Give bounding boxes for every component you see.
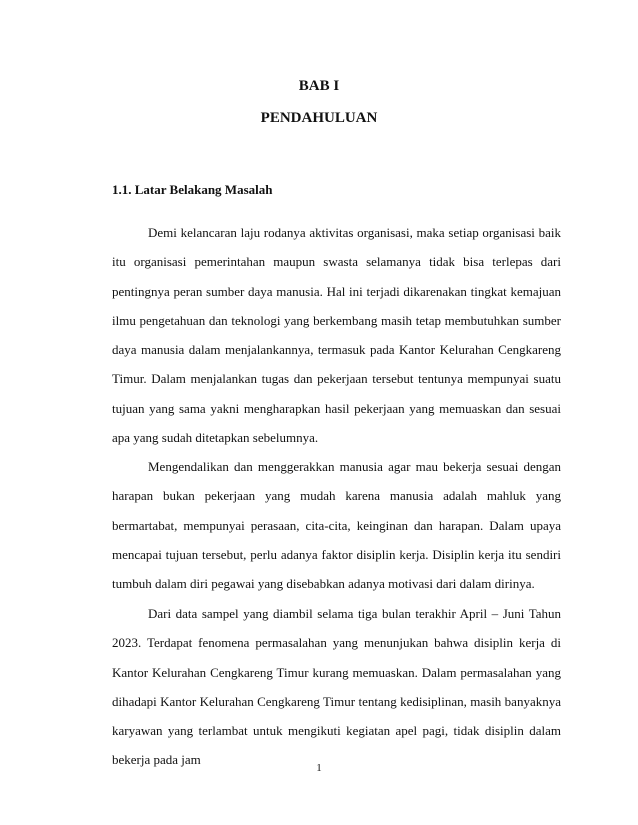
section-heading: 1.1. Latar Belakang Masalah [112, 182, 273, 197]
paragraph-2: Mengendalikan dan menggerakkan manusia agar mau bekerja sesuai dengan harapan bukan pekerjaan yang mudah karena manusia adalah mahluk yang bermartabat, mempunyai perasaan, cita-cita, keinginan dan harapan. Dalam upaya mencapai tujuan tersebut, perlu adanya faktor disiplin kerja. Disiplin kerja itu sendiri tumbuh dalam diri pegawai yang disebabkan adanya motivasi dari dalam dirinya. [112, 459, 561, 591]
chapter-title: PENDAHULUAN [260, 110, 378, 126]
paragraph-3: Dari data sampel yang diambil selama tiga bulan terakhir April – Juni Tahun 2023. Terdapat fenomena permasalahan yang menunjukan bahwa disiplin kerja di Kantor Kelurahan Cengkareng Timur kurang memuaskan. Dalam permasalahan yang dihadapi Kantor Kelurahan Cengkareng Timur tentang kedisiplinan, masih banyaknya karyawan yang terlambat untuk mengikuti kegiatan apel pagi, tidak disiplin dalam bekerja pada jam [112, 606, 561, 768]
page-number: 1 [316, 762, 322, 774]
paragraph-1: Demi kelancaran laju rodanya aktivitas organisasi, maka setiap organisasi baik itu organisasi pemerintahan maupun swasta selamanya tidak bisa terlepas dari pentingnya peran sumber daya manusia. Hal ini terjadi dikarenakan tingkat kemajuan ilmu pengetahuan dan teknologi yang berkembang masih tetap membutuhkan sumber daya manusia dalam menjalankannya, termasuk pada Kantor Kelurahan Cengkareng Timur. Dalam menjalankan tugas dan pekerjaan tersebut tentunya mempunyai suatu tujuan yang sama yakni mengharapkan hasil pekerjaan yang memuaskan dan sesuai apa yang sudah ditetapkan sebelumnya. [112, 225, 561, 445]
chapter-number: BAB I [298, 78, 340, 94]
